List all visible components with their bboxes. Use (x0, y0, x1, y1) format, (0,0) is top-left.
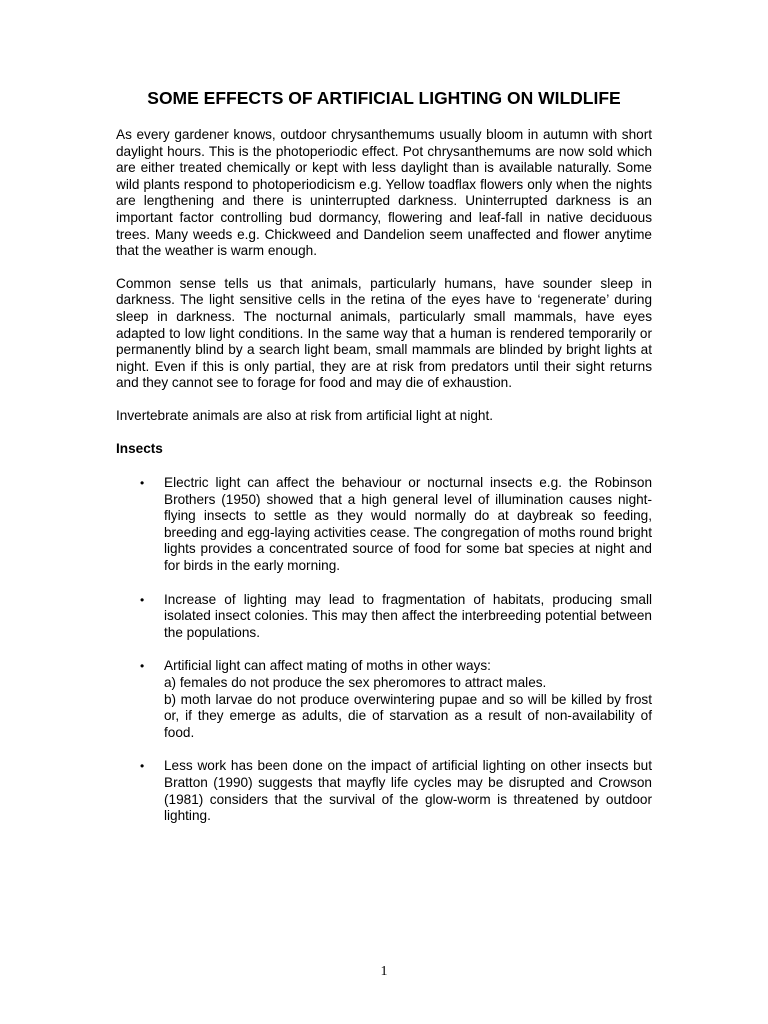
paragraph-invertebrates: Invertebrate animals are also at risk from artificial light at night. (116, 407, 494, 423)
list-item-subpoint-a: a) females do not produce the sex pheromores to attract males. (164, 675, 547, 691)
paragraph-photoperiodic: As every gardener knows, outdoor chrysanthemums usually bloom in autumn with short daylight hours. This is the photoperiodic effect. Pot chrysanthemums are now sold which are either treated chemically or kept with less daylight than is available naturally. Some wild plants respond to photoperiodicism e.g. Yellow toadflax flowers only when the nights are lengthening and there is uninterrupted darkness. Uninterrupted darkness is an important factor controlling bud dormancy, flowering and leaf-fall in native deciduous trees. Many weeds e.g. Chickweed and Dandelion seem unaffected and flower anytime that the weather is warm enough. (116, 127, 652, 259)
list-item-text: Increase of lighting may lead to fragmentation of habitats, producing small isolated insect colonies. This may then affect the interbreeding potential between the populations. (164, 591, 652, 640)
list-item (116, 592, 652, 642)
list-item (116, 475, 652, 575)
document-title: SOME EFFECTS OF ARTIFICIAL LIGHTING ON WILDLIFE (147, 88, 621, 108)
bullet-icon: • (140, 592, 145, 607)
list-item-subpoint-b: b) moth larvae do not produce overwintering pupae and so will be killed by frost or, if they emerge as adults, die of starvation as a result of non-availability of food. (164, 691, 652, 740)
page-number: 1 (380, 964, 388, 979)
list-item (116, 758, 652, 824)
insect-effects-list (116, 475, 652, 825)
bullet-icon: • (140, 659, 145, 674)
bullet-icon: • (140, 476, 145, 491)
list-item (116, 658, 652, 741)
section-heading-insects: Insects (116, 440, 163, 456)
list-item-text: Electric light can affect the behaviour or nocturnal insects e.g. the Robinson Brothers (1950) showed that a high general level of illumination causes night-flying insects to settle as they would normally do at daybreak so feeding, breeding and egg-laying activities cease. The congregation of moths round bright lights provides a concentrated source of food for some bat species at night and for birds in the early morning. (164, 475, 652, 574)
bullet-icon: • (140, 759, 145, 774)
list-item-text: Less work has been done on the impact of artificial lighting on other insects but Bratton (1990) suggests that mayfly life cycles may be disrupted and Crowson (1981) considers that the survival of the glow-worm is threatened by outdoor lighting. (164, 758, 652, 824)
paragraph-animals-sleep: Common sense tells us that animals, particularly humans, have sounder sleep in darkness. The light sensitive cells in the retina of the eyes have to ‘regenerate’ during sleep in darkness. The nocturnal animals, particularly small mammals, have eyes adapted to low light conditions. In the same way that a human is rendered temporarily or permanently blind by a search light beam, small mammals are blinded by bright lights at night. Even if this is only partial, they are at risk from predators until their sight returns and they cannot see to forage for food and may die of exhaustion. (116, 275, 652, 391)
document-body (116, 88, 652, 842)
list-item-text: Artificial light can affect mating of moths in other ways: (164, 658, 491, 674)
